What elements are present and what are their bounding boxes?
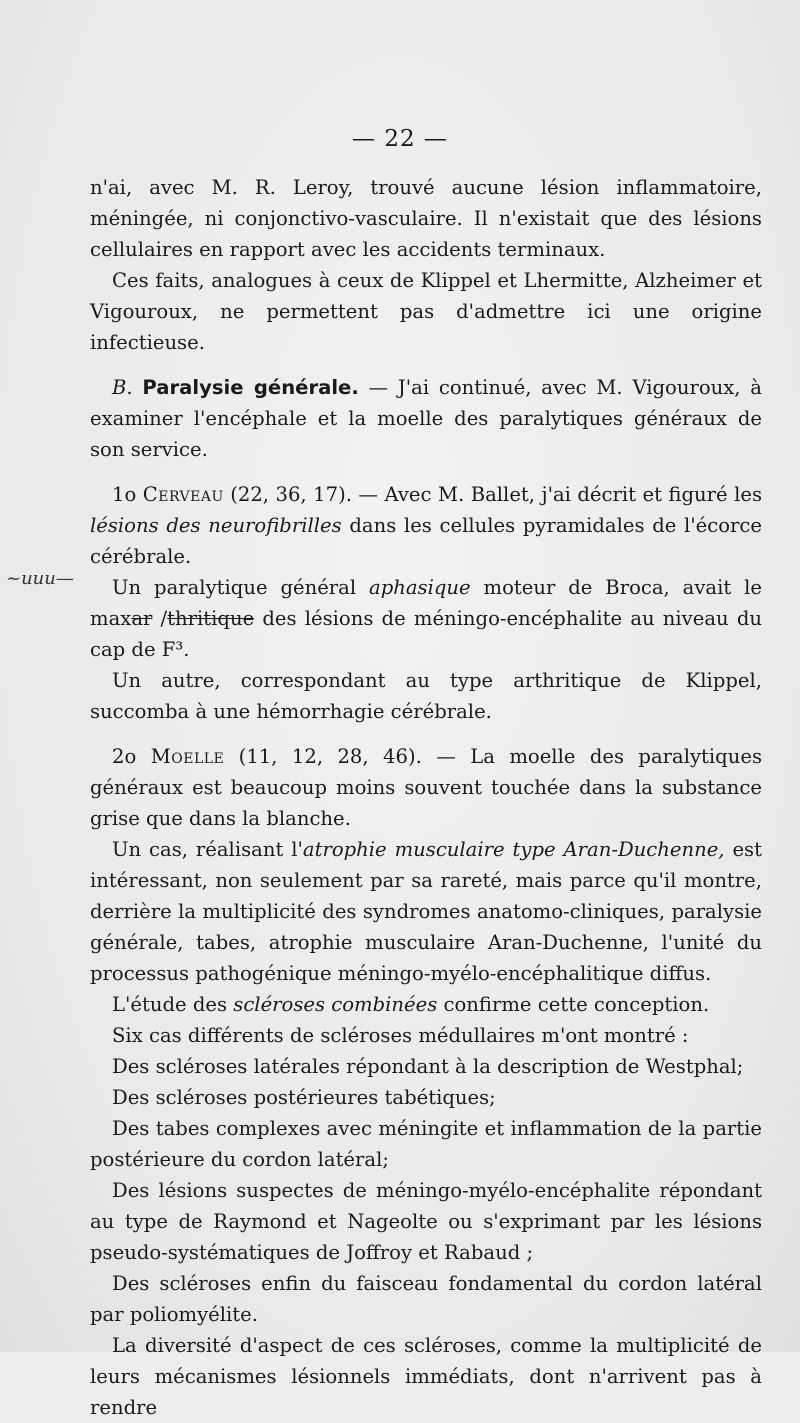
- subsection-moelle: [90, 741, 762, 834]
- paragraph-aphasique: [90, 572, 762, 665]
- paragraph-text: Un cas, réalisant l': [112, 838, 303, 861]
- paragraph-aran-duchenne: [90, 834, 762, 989]
- paragraph-text: moteur de Broca, avait le max: [90, 576, 762, 630]
- italic-term: aphasique: [369, 576, 471, 599]
- paragraph-text: dans les cellules pyramidales de l'écorce cérébrale.: [90, 514, 762, 568]
- paragraph-text: des lésions de méningo-encéphalite au niveau du cap de F³.: [90, 607, 762, 661]
- paragraph-text: Ces faits, analogues à ceux de Klippel et Lhermitte, Alzheimer et Vigouroux, ne permettent pas d'admettre ici une origine infectieuse.: [90, 269, 762, 354]
- paragraph-text: Des tabes complexes avec méningite et inflammation de la partie postérieure du cordon latéral;: [90, 1117, 762, 1171]
- struck-text: ar: [131, 607, 153, 630]
- subsection-number: 2o: [112, 745, 137, 768]
- list-item-westphal: [90, 1051, 762, 1082]
- subsection-title: Cerveau: [142, 483, 224, 506]
- italic-term: scléroses combinées: [233, 993, 438, 1016]
- subsection-title: Moelle: [150, 745, 225, 768]
- list-item-raymond: [90, 1175, 762, 1268]
- paragraph-text: Six cas différents de scléroses médullaires m'ont montré :: [112, 1024, 689, 1047]
- paragraph-text: L'étude des: [112, 993, 234, 1016]
- paragraph-text: — J'ai continué, avec M. Vigouroux, à examiner l'encéphale et la moelle des paralytiques généraux de son service.: [90, 376, 762, 461]
- section-paralysie-generale: [90, 372, 762, 465]
- correction-mark: /: [152, 607, 168, 630]
- section-title: Paralysie générale.: [142, 376, 359, 399]
- paragraph-text: confirme cette conception.: [437, 993, 710, 1016]
- page-number: — 22 —: [352, 126, 448, 152]
- list-item-poliomyelite: [90, 1268, 762, 1330]
- subsection-cerveau: [90, 479, 762, 572]
- section-letter: B.: [112, 376, 133, 399]
- subsection-number: 1o: [112, 483, 137, 506]
- paragraph-text: Des scléroses postérieures tabétiques;: [112, 1086, 496, 1109]
- paragraph-text: Des scléroses enfin du faisceau fondamental du cordon latéral par poliomyélite.: [90, 1272, 762, 1326]
- paragraph-diversite: [90, 1330, 762, 1423]
- paragraph-text: n'ai, avec M. R. Leroy, trouvé aucune lésion inflammatoire, méningée, ni conjonctivo-vasculaire. Il n'existait que des lésions cellulaires en rapport avec les accidents terminaux.: [90, 176, 762, 261]
- paragraph-text: Un autre, correspondant au type arthritique de Klippel, succomba à une hémorrhagie cérébrale.: [90, 669, 762, 723]
- paragraph-6: [90, 665, 762, 727]
- body-text: [90, 172, 762, 1423]
- italic-term: atrophie musculaire type Aran-Duchenne,: [302, 838, 725, 861]
- handwritten-margin-mark: ~uuu—: [6, 568, 74, 589]
- paragraph-six-cas: [90, 1020, 762, 1051]
- paragraph-text: Un paralytique général: [112, 576, 370, 599]
- paragraph-1: [90, 172, 762, 265]
- paragraph-text: (22, 36, 17). — Avec M. Ballet, j'ai décrit et figuré les: [223, 483, 762, 506]
- paragraph-text: (11, 12, 28, 46). — La moelle des paralytiques généraux est beaucoup moins souvent touchée dans la substance grise que dans la blanche.: [90, 745, 762, 830]
- list-item-tabetiques: [90, 1082, 762, 1113]
- paragraph-text: Des scléroses latérales répondant à la description de Westphal;: [112, 1055, 744, 1078]
- paragraph-scleroses-combinees: [90, 989, 762, 1020]
- list-item-tabes-complexes: [90, 1113, 762, 1175]
- paragraph-2: [90, 265, 762, 358]
- paragraph-text: est intéressant, non seulement par sa rareté, mais parce qu'il montre, derrière la multiplicité des syndromes anatomo-cliniques, paralysie générale, tabes, atrophie musculaire Aran-Duchenne, l'unité du processus pathogénique méningo-myélo-encéphalitique diffus.: [90, 838, 762, 985]
- struck-text: thritique: [167, 607, 255, 630]
- paragraph-text: Des lésions suspectes de méningo-myélo-encéphalite répondant au type de Raymond et Nageolte ou s'exprimant par les lésions pseudo-systématiques de Joffroy et Rabaud ;: [90, 1179, 762, 1264]
- italic-term: lésions des neurofibrilles: [90, 514, 342, 537]
- paragraph-text: La diversité d'aspect de ces scléroses, comme la multiplicité de leurs mécanismes lésionnels immédiats, dont n'arrivent pas à rendre: [90, 1334, 762, 1419]
